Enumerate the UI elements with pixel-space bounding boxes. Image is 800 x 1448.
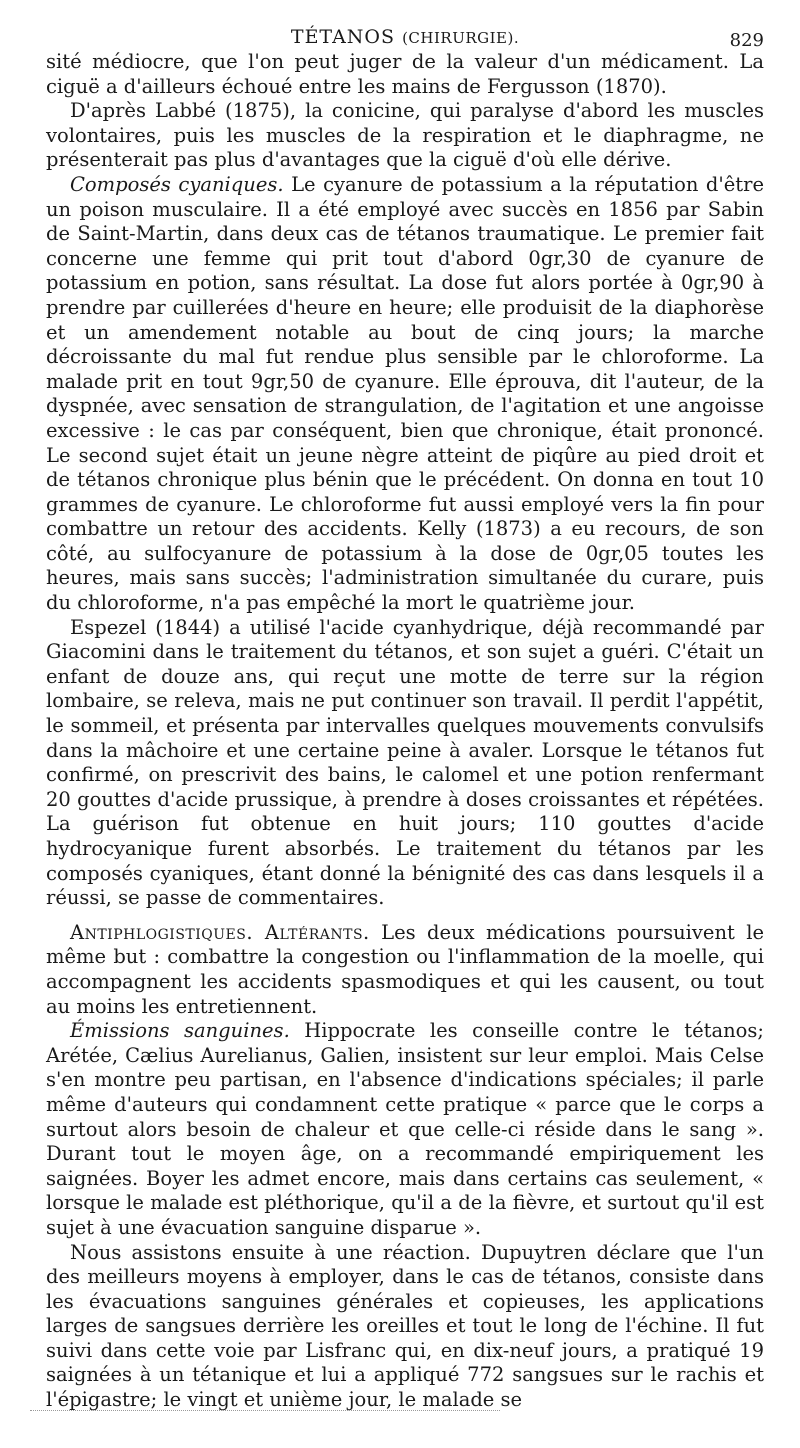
running-title-sub: (CHIRURGIE). [402,29,520,47]
paragraph-6 [46,1019,764,1240]
paragraph-5-text: Les deux médications poursuivent le même but : combattre la congestion ou l'inflammation de la moelle, qui accompagnent les accidents spasmodiques et qui les causent, ou tout au moins les entretiennent. [46,920,764,1018]
paragraph-2: D'après Labbé (1875), la conicine, qui paralyse d'abord les muscles volontaires, puis les muscles de la respiration et le diaphragme, ne présenterait pas plus d'avantages que la ciguë d'où elle dérive. [46,99,764,172]
paragraph-4: Espezel (1844) a utilisé l'acide cyanhydrique, déjà recommandé par Giacomini dans le traitement du tétanos, et son sujet a guéri. C'était un enfant de douze ans, qui reçut une motte de terre sur la région lombaire, se releva, mais ne put continuer son travail. Il perdit l'appétit, le sommeil, et présenta par intervalles quelques mouvements convulsifs dans la mâchoire et une certaine peine à avaler. Lorsque le tétanos fut confirmé, on prescrivit des bains, le calomel et une potion renfermant 20 gouttes d'acide prussique, à prendre à doses croissantes et répétées. La guérison fut obtenue en huit jours; 110 gouttes d'acide hydrocyanique furent absorbés. Le traitement du tétanos par les composés cyaniques, étant donné la bénignité des cas dans lesquels il a réussi, se passe de commentaires. [46,615,764,910]
page-number: 829 [729,30,764,51]
running-title [46,26,764,48]
section-gap [46,911,764,921]
running-title-main: TÉTANOS [290,26,396,48]
paragraph-1: sité médiocre, que l'on peut juger de la valeur d'un médicament. La ciguë a d'ailleurs échoué entre les mains de Fergusson (1870). [46,50,764,98]
section-heading-antiphlogistiques: Antiphlogistiques. Altérants. [70,920,370,944]
section-heading-cyaniques: Composés cyaniques. [70,172,284,196]
paragraph-7: Nous assistons ensuite à une réaction. Dupuytren déclare que l'un des meilleurs moyens à employer, dans le cas de tétanos, consiste dans les évacuations sanguines générales et copieuses, les applications larges de sangsues derrière les oreilles et tout le long de l'échine. Il fut suivi dans cette voie par Lisfranc qui, en dix-neuf jours, a pratiqué 19 saignées à un tétanique et lui a appliqué 772 sangsues sur le rachis et l'épigastre; le vingt et unième jour, le malade se [46,1240,764,1412]
paragraph-3 [46,173,764,616]
paragraph-6-text: Hippocrate les conseille contre le tétanos; Arétée, Cælius Aurelianus, Galien, insistent sur leur emploi. Mais Celse s'en montre peu partisan, en l'absence d'indications spéciales; il parle même d'auteurs qui condamnent cette pratique « parce que le corps a surtout alors besoin de chaleur et que celle-ci réside dans le sang ». Durant tout le moyen âge, on a recommandé empiriquement les saignées. Boyer les admet encore, mais dans certains cas seulement, « lorsque le malade est pléthorique, qu'il a de la fièvre, et surtout qu'il est sujet à une évacuation sanguine disparue ». [46,1019,764,1239]
book-page [46,20,764,1413]
paragraph-3-text: Le cyanure de potassium a la réputation d'être un poison musculaire. Il a été employé avec succès en 1856 par Sabin de Saint-Martin, dans deux cas de tétanos traumatique. Le premier fait concerne une femme qui prit tout d'abord 0gr,30 de cyanure de potassium en potion, sans résultat. La dose fut alors portée à 0gr,90 à prendre par cuillerées d'heure en heure; elle produisit de la diaphorèse et un amendement notable au bout de cinq jours; la marche décroissante du mal fut rendue plus sensible par le chloroforme. La malade prit en tout 9gr,50 de cyanure. Elle éprouva, dit l'auteur, de la dyspnée, avec sensation de strangulation, de l'agitation et une angoisse excessive : le cas par conséquent, bien que chronique, était prononcé. Le second sujet était un jeune nègre atteint de piqûre au pied droit et de tétanos chronique plus bénin que le précédent. On donna en tout 10 grammes de cyanure. Le chloroforme fut aussi employé vers la fin pour combattre un retour des accidents. Kelly (1873) a eu recours, de son côté, au sulfocyanure de potassium à la dose de 0gr,05 toutes les heures, mais sans succès; l'administration simultanée du curare, puis du chloroforme, n'a pas empêché la mort le quatrième jour. [46,172,764,615]
section-heading-emissions: Émissions sanguines. [70,1019,290,1043]
page-header [46,20,764,50]
footer-rule [30,1410,500,1411]
paragraph-5 [46,921,764,1019]
